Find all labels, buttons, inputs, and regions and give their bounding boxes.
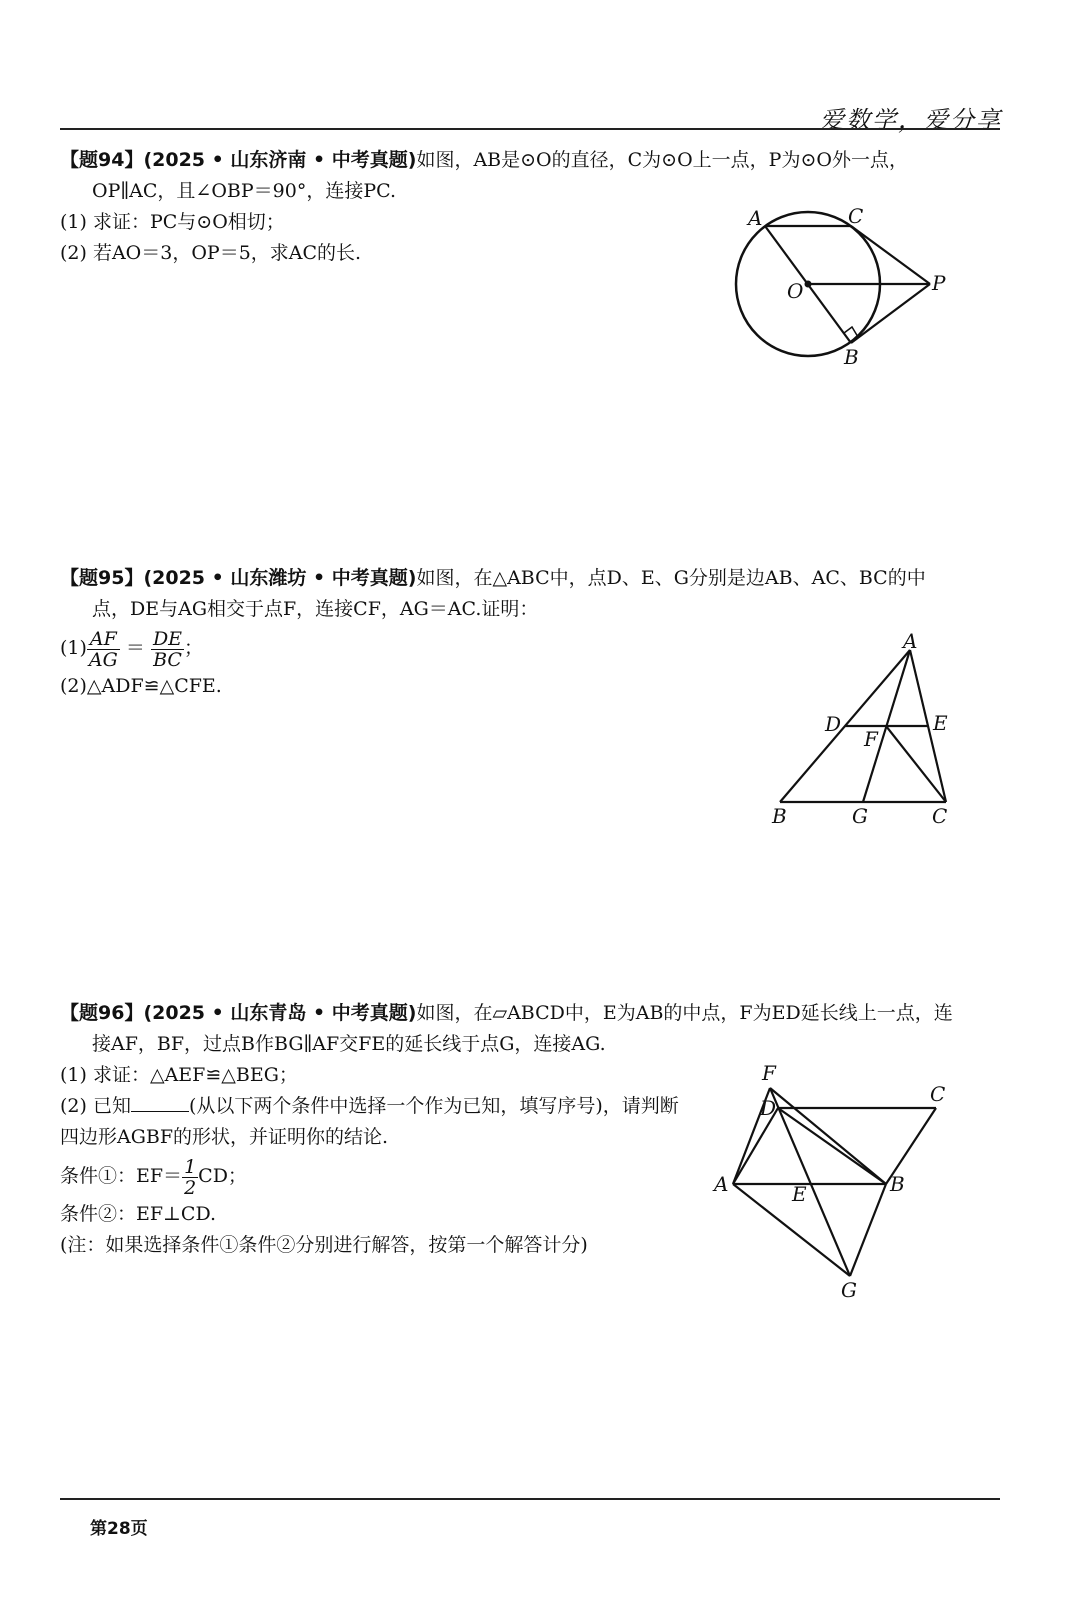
question-2: (2) 若AO＝3，OP＝5，求AC的长.	[60, 242, 362, 264]
label-p: P	[932, 271, 946, 295]
fraction-af-ag	[87, 629, 120, 670]
problem-tag: 【题95】	[60, 567, 144, 589]
header-rule	[60, 128, 1000, 130]
label-c: C	[848, 204, 864, 228]
segment-bf	[770, 1088, 886, 1184]
label-g: G	[841, 1278, 857, 1302]
question-1: (1) 求证：△AEF≌△BEG；	[60, 1064, 298, 1086]
problem-stem: OP∥AC，且∠OBP＝90°，连接PC.	[92, 180, 397, 202]
condition-2: 条件②：EF⊥CD.	[60, 1203, 217, 1225]
problem-stem: 如图，AB是⊙O的直径，C为⊙O上一点，P为⊙O外一点，	[416, 149, 908, 171]
segment-fg	[770, 1088, 850, 1276]
label-b: B	[772, 804, 787, 828]
label-a: A	[903, 629, 918, 653]
label-f: F	[762, 1061, 776, 1085]
question-prefix: (1)	[60, 637, 87, 659]
equals-sign: ＝	[125, 637, 145, 659]
label-a: A	[714, 1172, 729, 1196]
problem-source: (2025 • 山东济南 • 中考真题)	[143, 149, 417, 171]
label-f: F	[864, 727, 878, 751]
note: (注：如果选择条件①条件②分别进行解答，按第一个解答计分)	[60, 1234, 588, 1256]
problem-source: (2025 • 山东青岛 • 中考真题)	[143, 1002, 417, 1024]
question-text: (从以下两个条件中选择一个作为已知，填写序号)，请判断	[188, 1095, 679, 1117]
circle-figure	[720, 200, 960, 370]
label-e: E	[792, 1182, 807, 1206]
problem-source: (2025 • 山东潍坊 • 中考真题)	[143, 567, 417, 589]
segment-bg	[850, 1184, 886, 1276]
label-b: B	[890, 1172, 905, 1196]
segment-pc	[851, 226, 930, 284]
fraction-de-bc	[151, 629, 184, 670]
fraction-numerator: 1	[184, 1155, 197, 1178]
label-a: A	[748, 206, 763, 230]
center-dot	[805, 281, 812, 288]
fraction-numerator: AF	[87, 629, 120, 650]
problem-stem: 如图，在△ABC中，点D、E、G分别是边AB、AC、BC的中	[416, 567, 926, 589]
fraction-denominator: BC	[153, 648, 182, 671]
label-d: D	[760, 1096, 777, 1120]
segment-pb	[851, 284, 930, 343]
parallelogram-figure	[710, 1058, 970, 1308]
problem-stem: 接AF，BF，过点B作BG∥AF交FE的延长线于点G，连接AG.	[92, 1033, 606, 1055]
label-o: O	[787, 279, 804, 303]
label-e: E	[933, 711, 948, 735]
question-prefix: (2) 已知	[60, 1095, 131, 1117]
fraction-denominator: 2	[184, 1176, 197, 1199]
problem-stem: 点，DE与AG相交于点F，连接CF，AG＝AC.证明：	[92, 598, 539, 620]
page-number: 第28页	[90, 1519, 148, 1539]
footer-rule	[60, 1498, 1000, 1500]
problem-tag: 【题96】	[60, 1002, 144, 1024]
label-c: C	[930, 1082, 946, 1106]
question-2: (2)△ADF≌△CFE.	[60, 675, 222, 697]
question-suffix: ；	[184, 637, 204, 659]
fraction-denominator: AG	[88, 648, 118, 671]
header-slogan: 爱数学，爱分享	[820, 106, 1002, 134]
condition-suffix: CD；	[198, 1165, 247, 1187]
label-b: B	[844, 345, 859, 369]
label-d: D	[825, 712, 842, 736]
answer-blank[interactable]	[131, 1093, 189, 1112]
problem-stem: 如图，在▱ABCD中，E为AB的中点，F为ED延长线上一点，连	[416, 1002, 953, 1024]
triangle-figure	[760, 620, 990, 840]
problem-tag: 【题94】	[60, 149, 144, 171]
label-g: G	[852, 804, 868, 828]
fraction-one-half	[182, 1157, 198, 1198]
question-1: (1) 求证：PC与⊙O相切；	[60, 211, 285, 233]
condition-prefix: 条件①：EF＝	[60, 1165, 183, 1187]
fraction-numerator: DE	[152, 627, 183, 650]
question-2-continued: 四边形AGBF的形状，并证明你的结论.	[60, 1126, 389, 1148]
label-c: C	[932, 804, 948, 828]
